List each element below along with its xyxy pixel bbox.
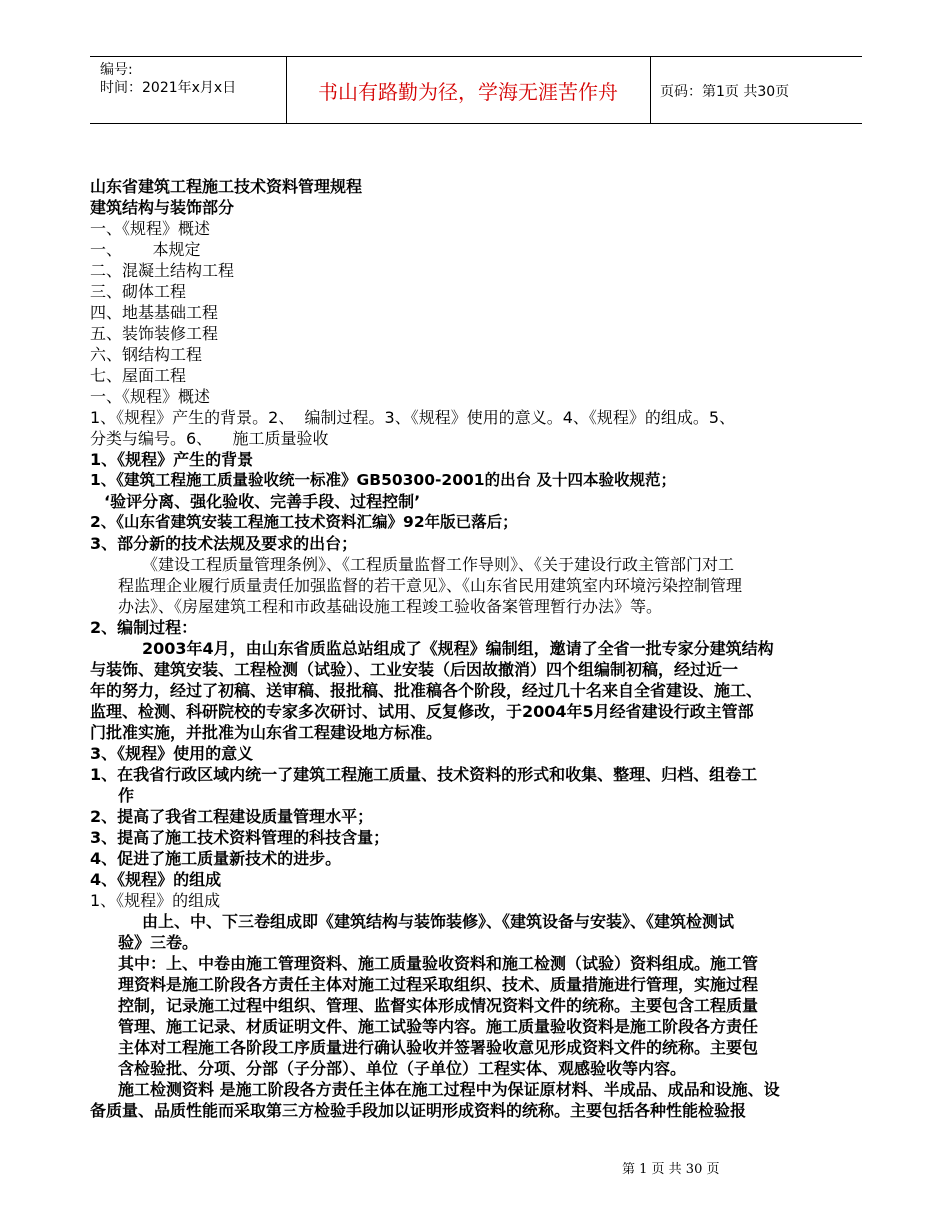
paragraph-line: 1、《建筑工程施工质量验收统一标准》GB50300-2001的出台 及十四本验收规范； bbox=[90, 471, 676, 489]
header-motto: 书山有路勤为径，学海无涯苦作舟 bbox=[318, 79, 618, 104]
paragraph-line: 3、部分新的技术法规及要求的出台； bbox=[90, 534, 358, 553]
paragraph-line: 2、《山东省建筑安装工程施工技术资料汇编》92年版已落后； bbox=[90, 513, 518, 531]
toc-item: 一、 本规定 bbox=[90, 240, 201, 259]
overview-line: 1、《规程》产生的背景。2、 编制过程。3、《规程》使用的意义。4、《规程》的组成。5、 bbox=[90, 408, 736, 427]
overview-line: 分类与编号。6、 施工质量验收 bbox=[90, 429, 329, 448]
toc-item: 五、装饰装修工程 bbox=[90, 324, 219, 343]
paragraph-line: 《建设工程质量管理条例》、《工程质量监督工作导则》、《关于建设行政主管部门对工 bbox=[142, 555, 735, 574]
page-footer: 第 1 页 共 30 页 bbox=[622, 1162, 720, 1177]
section-heading: 2、编制过程： bbox=[90, 618, 198, 637]
header-divider bbox=[650, 57, 651, 123]
paragraph-line: 备质量、品质性能而采取第三方检验手段加以证明形成资料的统称。主要包括各种性能检验报 bbox=[90, 1101, 747, 1120]
paragraph-line: 作 bbox=[118, 786, 135, 805]
paragraph-line: 其中：上、中卷由施工管理资料、施工质量验收资料和施工检测（试验）资料组成。施工管 bbox=[118, 954, 759, 973]
paragraph-line: 2、提高了我省工程建设质量管理水平； bbox=[90, 807, 374, 826]
section-heading: 一、《规程》概述 bbox=[90, 387, 211, 406]
paragraph-line: 控制，记录施工过程中组织、管理、监督实体形成情况资料文件的统称。主要包含工程质量 bbox=[118, 996, 759, 1015]
paragraph-line: 监理、检测、科研院校的专家多次研讨、试用、反复修改，于2004年5月经省建设行政主管部 bbox=[90, 702, 754, 721]
code-label: 编号: bbox=[100, 62, 133, 78]
paragraph-line: 由上、中、下三卷组成即《建筑结构与装饰装修》、《建筑设备与安装》、《建筑检测试 bbox=[142, 912, 735, 931]
subsection-heading: 1、《规程》的组成 bbox=[90, 891, 221, 910]
header-meta bbox=[100, 61, 236, 97]
paragraph-line: 程监理企业履行质量责任加强监督的若干意见》、《山东省民用建筑室内环境污染控制管理 bbox=[118, 576, 743, 595]
toc-item: 二、混凝土结构工程 bbox=[90, 261, 235, 280]
toc-item: 一、《规程》概述 bbox=[90, 219, 211, 238]
page-header bbox=[90, 56, 862, 124]
toc-item: 七、屋面工程 bbox=[90, 366, 187, 385]
toc-item: 三、砌体工程 bbox=[90, 282, 187, 301]
toc-item: 六、钢结构工程 bbox=[90, 345, 203, 364]
paragraph-line: 含检验批、分项、分部（子分部）、单位（子单位）工程实体、观感验收等内容。 bbox=[118, 1059, 687, 1078]
paragraph-line: 理资料是施工阶段各方责任主体对施工过程采取组织、技术、质量措施进行管理，实施过程 bbox=[118, 975, 759, 994]
paragraph-line: 主体对工程施工各阶段工序质量进行确认验收并签署验收意见形成资料文件的统称。主要包 bbox=[118, 1038, 759, 1057]
document-body bbox=[90, 176, 865, 1121]
paragraph-line: 门批准实施，并批准为山东省工程建设地方标准。 bbox=[90, 723, 443, 742]
paragraph-line: 年的努力，经过了初稿、送审稿、报批稿、批准稿各个阶段，经过几十名来自全省建设、施工、 bbox=[90, 681, 763, 700]
paragraph-line: 验》三卷。 bbox=[118, 933, 199, 952]
paragraph-line: ‘验评分离、强化验收、完善手段、过程控制’ bbox=[104, 492, 421, 511]
section-heading: 4、《规程》的组成 bbox=[90, 870, 222, 889]
paragraph-line: 2003年4月，由山东省质监总站组成了《规程》编制组，邀请了全省一批专家分建筑结构 bbox=[142, 639, 774, 658]
paragraph-line: 施工检测资料 是施工阶段各方责任主体在施工过程中为保证原材料、半成品、成品和设施、设 bbox=[118, 1080, 780, 1099]
doc-subtitle: 建筑结构与装饰部分 bbox=[90, 198, 235, 217]
paragraph-line: 管理、施工记录、材质证明文件、施工试验等内容。施工质量验收资料是施工阶段各方责任 bbox=[118, 1017, 759, 1036]
paragraph-line: 4、促进了施工质量新技术的进步。 bbox=[90, 849, 342, 868]
paragraph-line: 办法》、《房屋建筑工程和市政基础设施工程竣工验收备案管理暂行办法》等。 bbox=[118, 597, 663, 616]
paragraph-line: 1、在我省行政区域内统一了建筑工程施工质量、技术资料的形式和收集、整理、归档、组卷工 bbox=[90, 765, 758, 784]
section-heading: 1、《规程》产生的背景 bbox=[90, 450, 254, 469]
toc-item: 四、地基基础工程 bbox=[90, 303, 219, 322]
paragraph-line: 与装饰、建筑安装、工程检测（试验）、工业安装（后因故撤消）四个组编制初稿，经过近一 bbox=[90, 660, 739, 679]
doc-title: 山东省建筑工程施工技术资料管理规程 bbox=[90, 177, 363, 196]
section-heading: 3、《规程》使用的意义 bbox=[90, 744, 254, 763]
paragraph-line: 3、提高了施工技术资料管理的科技含量； bbox=[90, 828, 390, 847]
header-page-number: 页码：第1页 共30页 bbox=[660, 84, 790, 100]
time-label: 时间：2021年x月x日 bbox=[100, 80, 237, 96]
